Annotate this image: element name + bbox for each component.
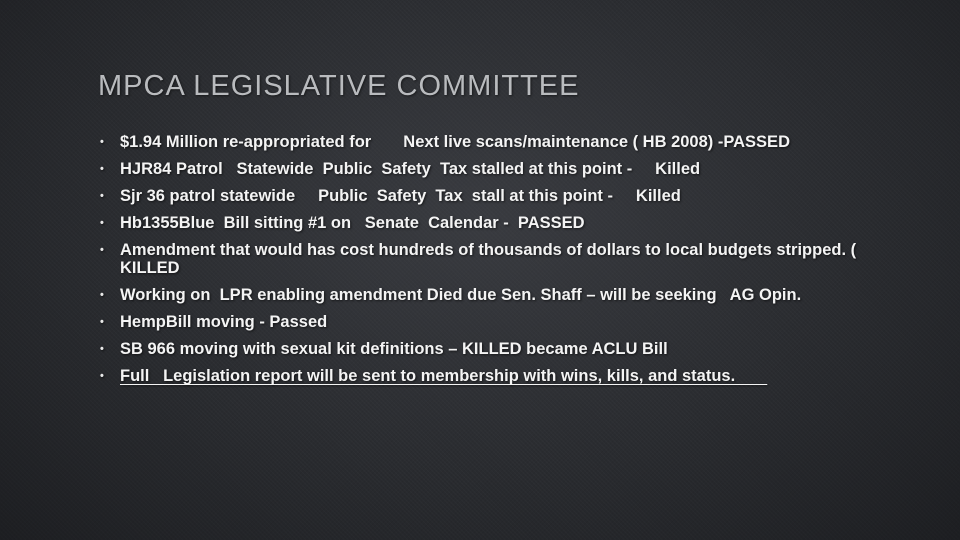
bullet-list xyxy=(100,133,880,394)
bullet-icon: • xyxy=(100,136,104,148)
bullet-item xyxy=(100,313,880,331)
bullet-item xyxy=(100,187,880,205)
slide-title: MPCA LEGISLATIVE COMMITTEE xyxy=(98,70,580,102)
bullet-item xyxy=(100,367,880,385)
bullet-item xyxy=(100,214,880,232)
bullet-icon: • xyxy=(100,316,104,328)
bullet-icon: • xyxy=(100,190,104,202)
bullet-text: HempBill moving - Passed xyxy=(120,313,328,331)
bullet-icon: • xyxy=(100,343,104,355)
bullet-text: Hb1355Blue Bill sitting #1 on Senate Calendar - PASSED xyxy=(120,214,585,232)
bullet-text: $1.94 Million re-appropriated for Next live scans/maintenance ( HB 2008) -PASSED xyxy=(120,133,790,151)
bullet-item xyxy=(100,160,880,178)
bullet-text: Sjr 36 patrol statewide Public Safety Tax stall at this point - Killed xyxy=(120,187,681,205)
bullet-item xyxy=(100,241,880,277)
bullet-icon: • xyxy=(100,217,104,229)
bullet-text: SB 966 moving with sexual kit definitions – KILLED became ACLU Bill xyxy=(120,340,668,358)
bullet-text: Amendment that would has cost hundreds of thousands of dollars to local budgets stripped. ( KILLED xyxy=(120,241,866,277)
bullet-icon: • xyxy=(100,163,104,175)
bullet-item xyxy=(100,340,880,358)
bullet-text: HJR84 Patrol Statewide Public Safety Tax stalled at this point - Killed xyxy=(120,160,701,178)
bullet-icon: • xyxy=(100,370,104,382)
bullet-item xyxy=(100,286,880,304)
bullet-item xyxy=(100,133,880,151)
bullet-icon: • xyxy=(100,244,104,256)
bullet-text: Working on LPR enabling amendment Died due Sen. Shaff – will be seeking AG Opin. xyxy=(120,286,802,304)
bullet-icon: • xyxy=(100,289,104,301)
bullet-text: Full Legislation report will be sent to membership with wins, kills, and status. xyxy=(120,367,768,385)
